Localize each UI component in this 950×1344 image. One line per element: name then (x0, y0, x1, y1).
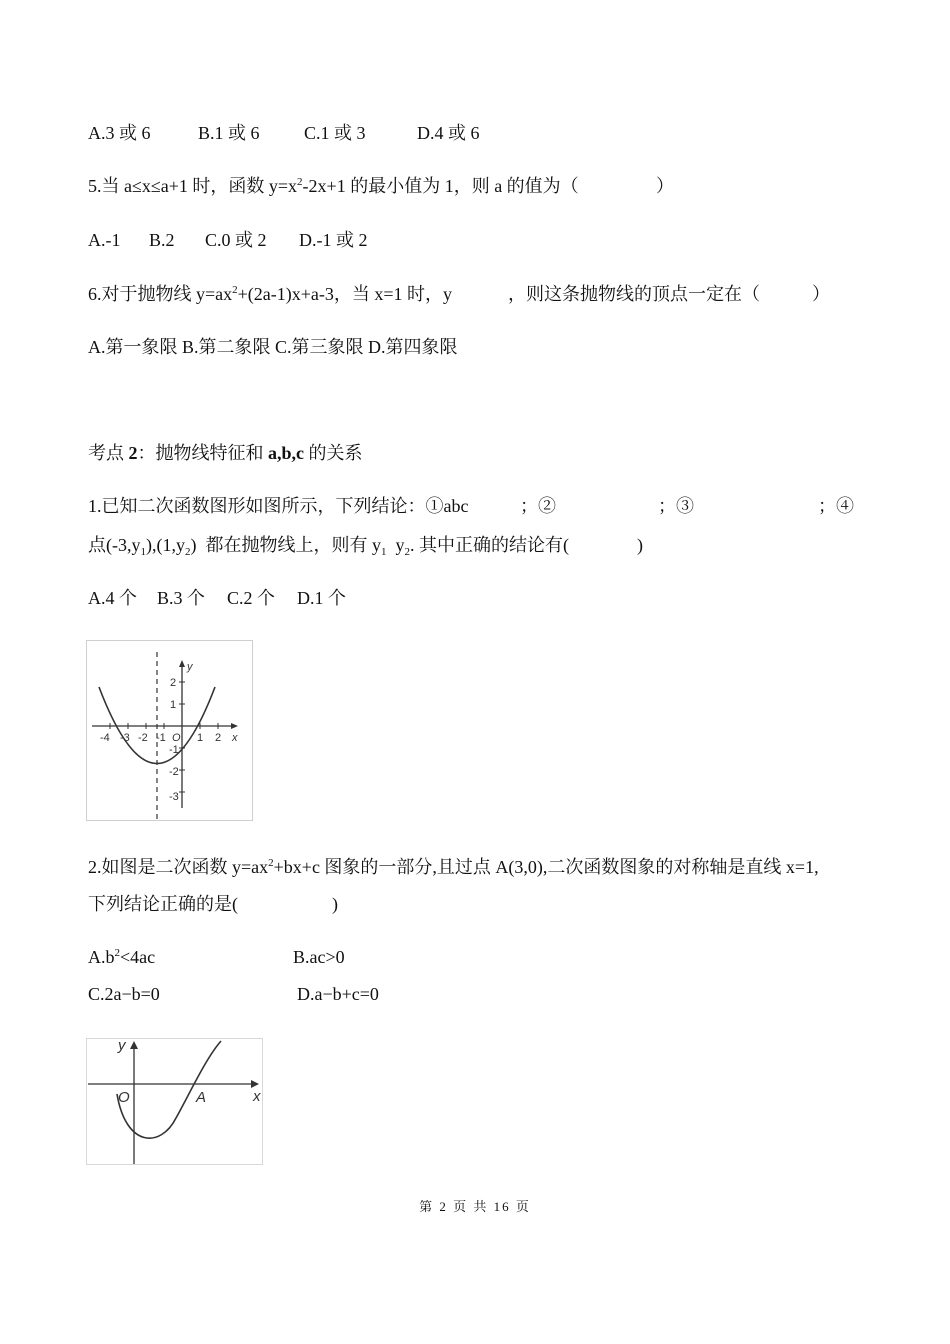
p1-semi-3: ；④ (818, 496, 854, 516)
y-tick-label: 1 (170, 699, 177, 711)
y-axis-label: y (187, 661, 193, 673)
x-tick-label: -3 (120, 732, 130, 744)
q5-stem-close: ） (656, 176, 674, 196)
x-tick-label: 2 (215, 732, 222, 744)
p2-option-c: C.2a−b=0 (88, 984, 160, 1004)
p2-stem-line1: 2.如图是二次函数 $y=ax^2+bx+c$ 图象的一部分,且过点 A(3,0),二次函数图象的对称轴是直线 x=1, (88, 857, 819, 877)
q4-option-b: B.1 或 6 (198, 123, 260, 143)
q4-option-d: D.4 或 6 (417, 123, 480, 143)
q6-stem: 6.对于抛物线 $y=ax^2+(2a-1)x+a-3$，当 x=1 时，y (88, 284, 453, 304)
q6-options: A.第一象限 B.第二象限 C.第三象限 D.第四象限 (88, 337, 458, 357)
p1-semi-1: ；② (520, 496, 556, 516)
q5-option-b: B.2 (149, 230, 175, 250)
q4-option-a: A.3 或 6 (88, 123, 151, 143)
p2-stem-line2: 下列结论正确的是( (88, 894, 238, 914)
q5-option-c: C.0 或 2 (205, 230, 267, 250)
q6-stem-close: ） (812, 284, 830, 304)
p2-option-d: D.a−b+c=0 (297, 984, 379, 1004)
x-tick-label: -1 (156, 732, 166, 744)
p1-stem-line2: 点$(-3,y_1),(1,y_2)$ 都在抛物线上，则有 $y_1$ $y_2$. 其中正确的结论有( (88, 535, 569, 558)
q5-stem: 5.当 a≤x≤a+1 时，函数 $y=x^2-2x+1$ 的最小值为 1，则 a 的值为（ (88, 176, 579, 196)
p1-semi-2: ；③ (658, 496, 694, 516)
y-axis-label: y (118, 1038, 126, 1054)
page-footer: 第 2 页 共 16 页 (419, 1199, 531, 1214)
q5-option-d: D.-1 或 2 (299, 230, 368, 250)
x-tick-label: -2 (138, 732, 148, 744)
x-axis-label: x (232, 732, 238, 744)
x-tick-label: 1 (197, 732, 204, 744)
origin-label: O (118, 1089, 130, 1106)
q4-option-c: C.1 或 3 (304, 123, 366, 143)
y-tick-label: -3 (169, 791, 179, 803)
origin-label: O (172, 732, 181, 744)
q6-stem-cont: ，则这条抛物线的顶点一定在（ (508, 284, 760, 304)
y-tick-label: -1 (169, 744, 179, 756)
section-heading: 考点 2：抛物线特征和 a,b,c 的关系 (88, 443, 363, 463)
p2-stem-close: ) (332, 894, 338, 914)
q5-option-a: A.-1 (88, 230, 121, 250)
p2-option-a: $A.b^2<4ac$ (88, 947, 156, 967)
p1-option-d: D.1 个 (297, 588, 346, 608)
p1-option-c: C.2 个 (227, 588, 276, 608)
x-tick-label: -4 (100, 732, 110, 744)
point-a-label: A (196, 1089, 207, 1106)
y-tick-label: 2 (170, 677, 177, 689)
p1-option-a: A.4 个 (88, 588, 137, 608)
x-axis-label: x (253, 1088, 261, 1105)
parabola-graph-1 (86, 640, 256, 822)
p1-option-b: B.3 个 (157, 588, 206, 608)
p1-stem-line1: 1.已知二次函数图形如图所示，下列结论：①abc (88, 496, 469, 516)
p2-option-b: B.ac>0 (293, 947, 345, 967)
p1-stem-close: ) (637, 535, 643, 555)
parabola-graph-2 (86, 1038, 266, 1166)
y-tick-label: -2 (169, 766, 179, 778)
